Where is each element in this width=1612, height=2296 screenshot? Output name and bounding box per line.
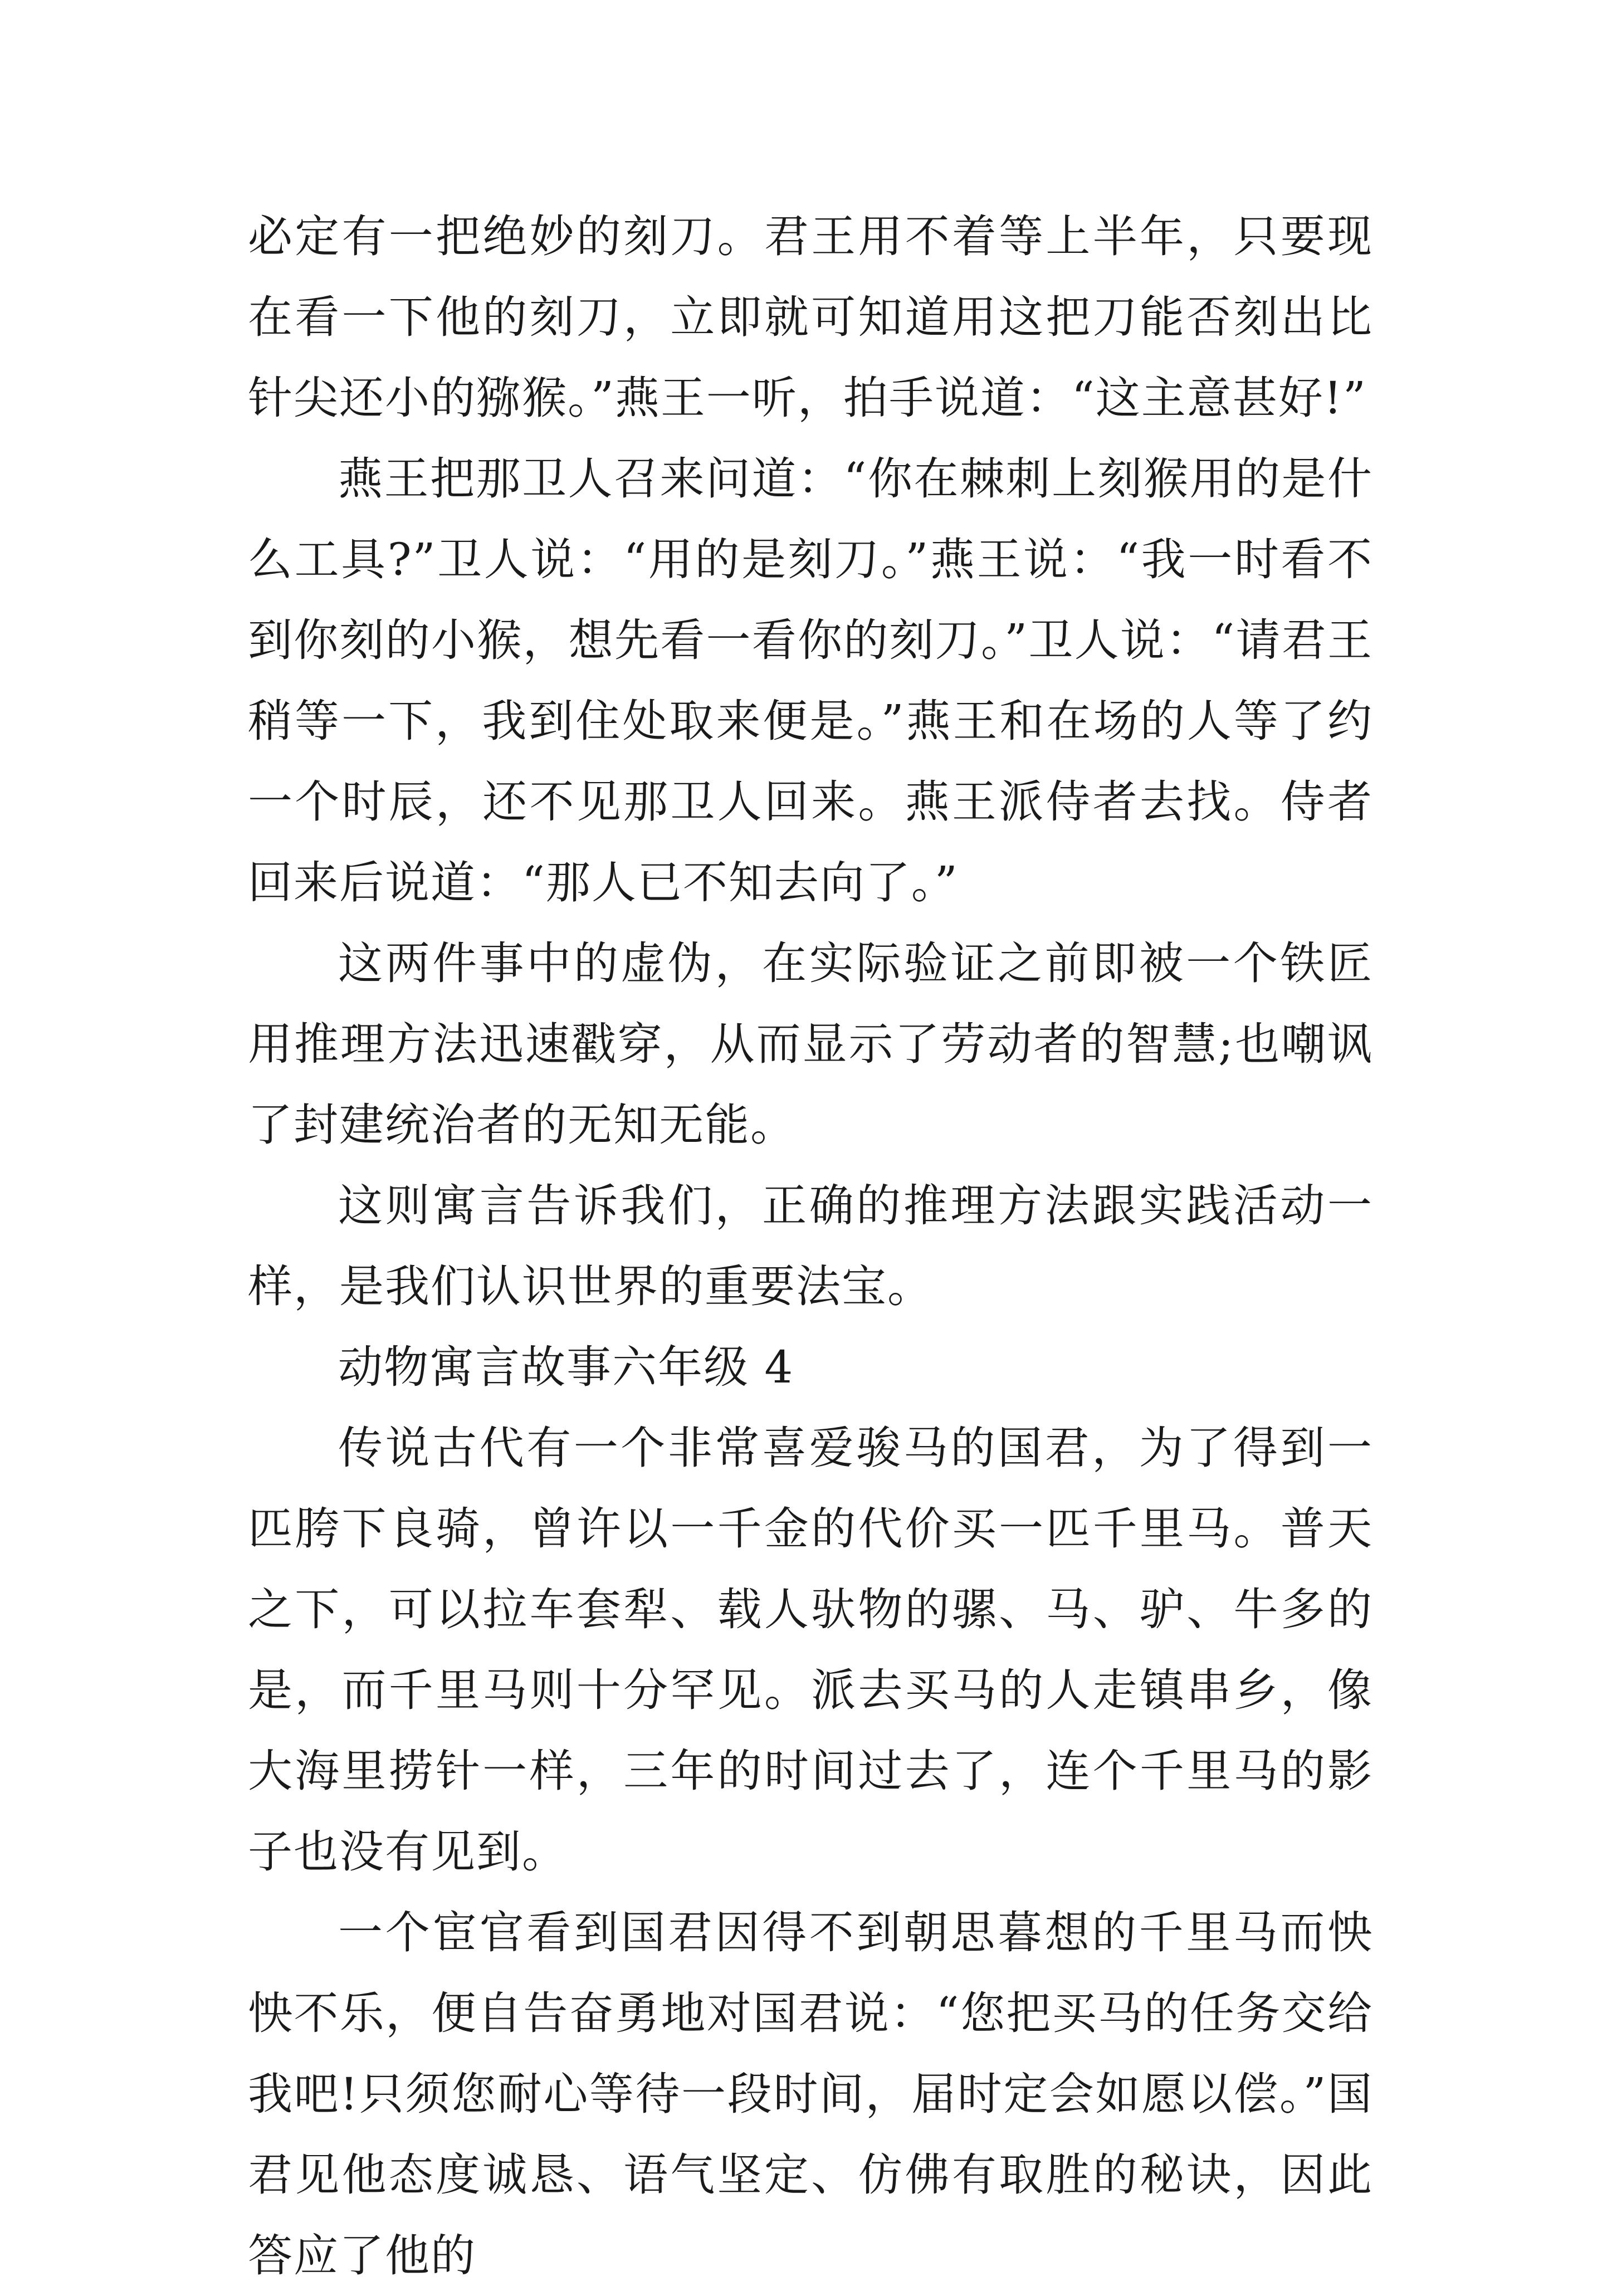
paragraph-5: 传说古代有一个非常喜爱骏马的国君，为了得到一匹胯下良骑，曾许以一千金的代价买一匹千里马。普天之下，可以拉车套犁、载人驮物的骡、马、驴、牛多的是，而千里马则十分罕见。派去买马的人走镇串乡，像大海里捞针一样，三年的时间过去了，连个千里马的影子也没有见到。 [248,1422,1373,1878]
section-heading: 动物寓言故事六年级 4 [338,1341,794,1393]
document-page [248,196,1373,2296]
paragraph-3: 这两件事中的虚伪，在实际验证之前即被一个铁匠用推理方法迅速戳穿，从而显示了劳动者的智慧;也嘲讽了封建统治者的无知无能。 [248,937,1373,1151]
paragraph-4: 这则寓言告诉我们，正确的推理方法跟实践活动一样，是我们认识世界的重要法宝。 [248,1180,1373,1312]
paragraph-1: 必定有一把绝妙的刻刀。君王用不着等上半年，只要现在看一下他的刻刀，立即就可知道用这把刀能否刻出比针尖还小的猕猴。”燕王一听，拍手说道：“这主意甚好!” [248,211,1373,424]
paragraph-6: 一个宦官看到国君因得不到朝思暮想的千里马而怏怏不乐，便自告奋勇地对国君说：“您把买马的任务交给我吧!只须您耐心等待一段时间，届时定会如愿以偿。”国君见他态度诚恳、语气坚定、仿佛有取胜的秘诀，因此答应了他的 [248,1907,1373,2282]
paragraph-2: 燕王把那卫人召来问道：“你在棘刺上刻猴用的是什么工具?”卫人说：“用的是刻刀。”燕王说：“我一时看不到你刻的小猴，想先看一看你的刻刀。”卫人说：“请君王稍等一下，我到住处取来便是。”燕王和在场的人等了约一个时辰，还不见那卫人回来。燕王派侍者去找。侍者回来后说道：“那人已不知去向了。” [248,453,1373,908]
